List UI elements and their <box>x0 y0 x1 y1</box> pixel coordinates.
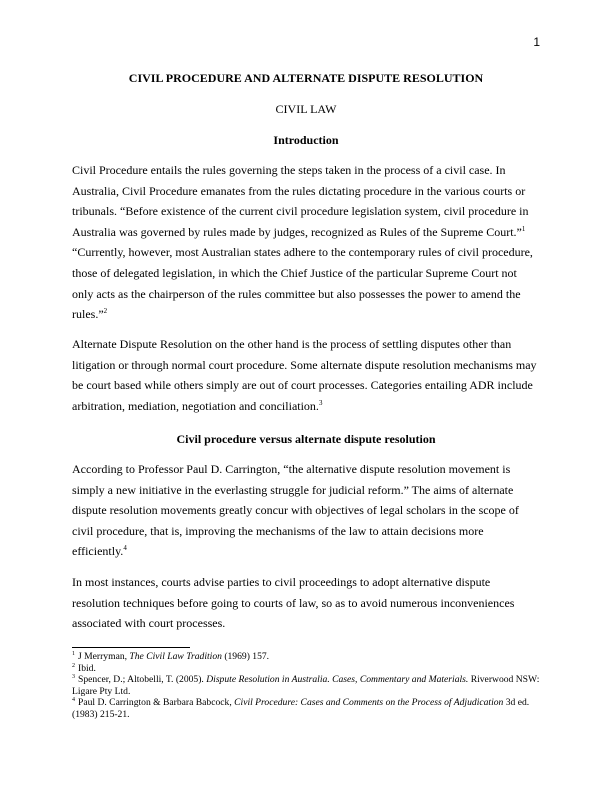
footnote-text: Ibid. <box>78 662 96 674</box>
paragraph-comparison-2 <box>72 572 540 634</box>
footnote-number: 4 <box>72 697 75 703</box>
footnote-title: Civil Procedure: Cases and Comments on the Process of Adjudication <box>234 697 504 708</box>
footnote-number: 2 <box>72 662 75 669</box>
footnote-title: Dispute Resolution in Australia. Cases, Commentary and Materials. <box>206 674 469 685</box>
footnote-text: (1969) 157. <box>221 651 270 662</box>
footnote-reference[interactable]: 2 <box>103 307 108 316</box>
footnote-number: 3 <box>72 674 75 680</box>
footnote-text: J Merryman, <box>78 651 130 662</box>
paragraph-comparison-1 <box>72 459 540 562</box>
footnote-1 <box>72 651 540 663</box>
footnote-reference[interactable]: 3 <box>318 398 323 407</box>
footnote-text: Riverwood NSW: Ligare Pty Ltd. <box>72 674 540 697</box>
footnote-number: 1 <box>72 651 75 657</box>
paragraph-text: In most instances, courts advise parties to civil proceedings to adopt alternative dispute resolution techniques before going to courts of law, so as to avoid numerous inconveniences associated with court processes. <box>72 575 515 631</box>
footnote-separator <box>72 647 190 648</box>
section-heading: Civil procedure versus alternate dispute resolution <box>176 432 436 446</box>
paragraph-text: Alternate Dispute Resolution on the other hand is the process of settling disputes other than litigation or through normal court procedure. Some alternate dispute resolution mechanisms may be court based while others simply are out of court processes. Categories entailing ADR include arbitration, mediation, negotiation and conciliation. <box>72 337 537 413</box>
footnote-text: Paul D. Carrington & Barbara Babcock, <box>78 697 235 708</box>
footnote-text: Spencer, D.; Altobelli, T. (2005). <box>78 674 207 685</box>
footnote-3 <box>72 674 540 697</box>
footnote-2 <box>72 663 540 675</box>
footnote-reference[interactable]: 4 <box>123 544 127 553</box>
paragraph-introduction-2 <box>72 334 540 416</box>
page-number: 1 <box>533 35 540 49</box>
footnote-text: 3d ed. (1983) 215-21. <box>72 697 530 720</box>
introduction-heading: Introduction <box>273 133 339 147</box>
paragraph-text: “Currently, however, most Australian states adhere to the contemporary rules of civil procedure, those of delegated legislation, in which the Chief Justice of the particular Supreme Court not only acts as the chairperson of the rules committee but also possesses the power to amend the rules.” <box>72 245 533 322</box>
footnote-title: The Civil Law Tradition <box>129 651 222 662</box>
paragraph-text: According to Professor Paul D. Carrington, “the alternative dispute resolution movement is simply a new initiative in the everlasting struggle for judicial reform.” The aims of alternate dispute resolution movements greatly concur with objectives of legal scholars in the scope of civil procedure, that is, improving the mechanisms of the law to attain decisions more efficiently. <box>72 462 519 559</box>
paragraph-text: Civil Procedure entails the rules governing the steps taken in the process of a civil case. In Australia, Civil Procedure emanates from the rules dictating procedure in the various courts or tribunals. “Before existence of the current civil procedure legislation system, civil procedure in Australia was governed by rules made by judges, recognized as Rules of the Supreme Court.” <box>72 163 529 239</box>
footnote-4 <box>72 697 540 720</box>
document-subtitle: CIVIL LAW <box>275 102 337 116</box>
document-title: CIVIL PROCEDURE AND ALTERNATE DISPUTE RESOLUTION <box>128 71 484 85</box>
footnotes <box>72 651 540 720</box>
footnote-reference[interactable]: 1 <box>521 224 526 233</box>
paragraph-introduction-1 <box>72 160 540 325</box>
